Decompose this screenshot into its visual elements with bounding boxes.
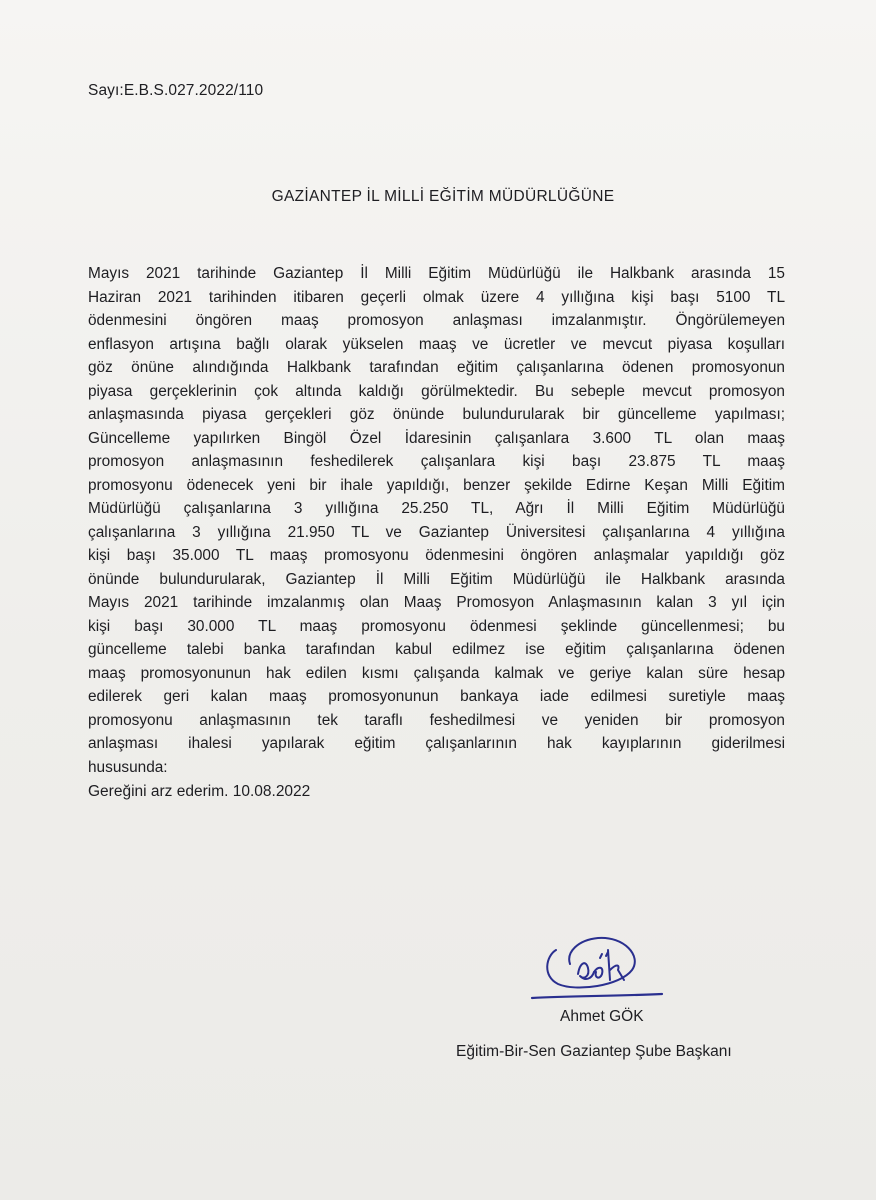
body-line: hususunda: <box>88 758 168 776</box>
signature-image <box>528 930 668 1008</box>
reference-number: Sayı:E.B.S.027.2022/110 <box>88 82 264 99</box>
body-line: göz önüne alındığında Halkbank tarafından eğitim çalışanlarına ödenen promosyonun <box>88 359 785 376</box>
body-line: edilerek geri kalan maaş promosyonunun bankaya iade edilmesi suretiyle maaş <box>88 688 785 705</box>
body-line: Mayıs 2021 tarihinde Gaziantep İl Milli Eğitim Müdürlüğü ile Halkbank arasında 15 <box>88 265 785 282</box>
signer-name: Ahmet GÖK <box>560 1008 644 1025</box>
body-line: promosyonu ödenecek yeni bir ihale yapıldığı, benzer şekilde Edirne Keşan Milli Eğitim <box>88 476 785 494</box>
body-line: çalışanlarına 3 yıllığına 21.950 TL ve Gaziantep Üniversitesi çalışanlarına 4 yıllığına <box>88 523 785 541</box>
closing-line: Gereğini arz ederim. 10.08.2022 <box>88 783 311 800</box>
body-line: promosyonu anlaşmasının tek taraflı feshedilmesi ve yeniden bir promosyon <box>88 711 785 729</box>
body-line: anlaşması ihalesi yapılarak eğitim çalışanlarının hak kayıplarının giderilmesi <box>88 735 785 752</box>
body-line: kişi başı 35.000 TL maaş promosyonu ödenmesini öngören anlaşmalar yapıldığı göz <box>88 547 785 564</box>
body-line: Güncelleme yapılırken Bingöl Özel İdaresinin çalışanlara 3.600 TL olan maaş <box>88 429 785 447</box>
body-line: Mayıs 2021 tarihinde imzalanmış olan Maaş Promosyon Anlaşmasının kalan 3 yıl için <box>88 594 785 611</box>
body-line: Haziran 2021 tarihinden itibaren geçerli olmak üzere 4 yıllığına kişi başı 5100 TL <box>88 288 785 306</box>
signer-title: Eğitim-Bir-Sen Gaziantep Şube Başkanı <box>456 1043 732 1060</box>
body-line: anlaşmasında piyasa gerçekleri göz önünde bulundurularak bir güncelleme yapılması; <box>88 406 785 423</box>
body-line: enflasyon artışına bağlı olarak yükselen maaş ve ücretler ve mevcut piyasa koşulları <box>88 335 785 353</box>
body-line: ödenmesini öngören maaş promosyon anlaşması imzalanmıştır. Öngörülemeyen <box>88 312 785 329</box>
letter-body <box>88 262 785 779</box>
body-line: kişi başı 30.000 TL maaş promosyonu ödenmesi şeklinde güncellenmesi; bu <box>88 617 785 635</box>
body-line: promosyon anlaşmasının feshedilerek çalışanlara kişi başı 23.875 TL maaş <box>88 453 785 470</box>
addressee-heading: GAZİANTEP İL MİLLİ EĞİTİM MÜDÜRLÜĞÜNE <box>271 188 615 205</box>
body-line: Müdürlüğü çalışanlarına 3 yıllığına 25.250 TL, Ağrı İl Milli Eğitim Müdürlüğü <box>88 500 785 517</box>
body-line: önünde bulundurularak, Gaziantep İl Milli Eğitim Müdürlüğü ile Halkbank arasında <box>88 570 785 588</box>
body-line: güncelleme talebi banka tarafından kabul edilmez ise eğitim çalışanlarına ödenen <box>88 641 785 658</box>
body-line: piyasa gerçeklerinin çok altında kaldığı görülmektedir. Bu sebeple mevcut promosyon <box>88 382 785 400</box>
body-line: maaş promosyonunun hak edilen kısmı çalışanda kalmak ve geriye kalan süre hesap <box>88 664 785 682</box>
